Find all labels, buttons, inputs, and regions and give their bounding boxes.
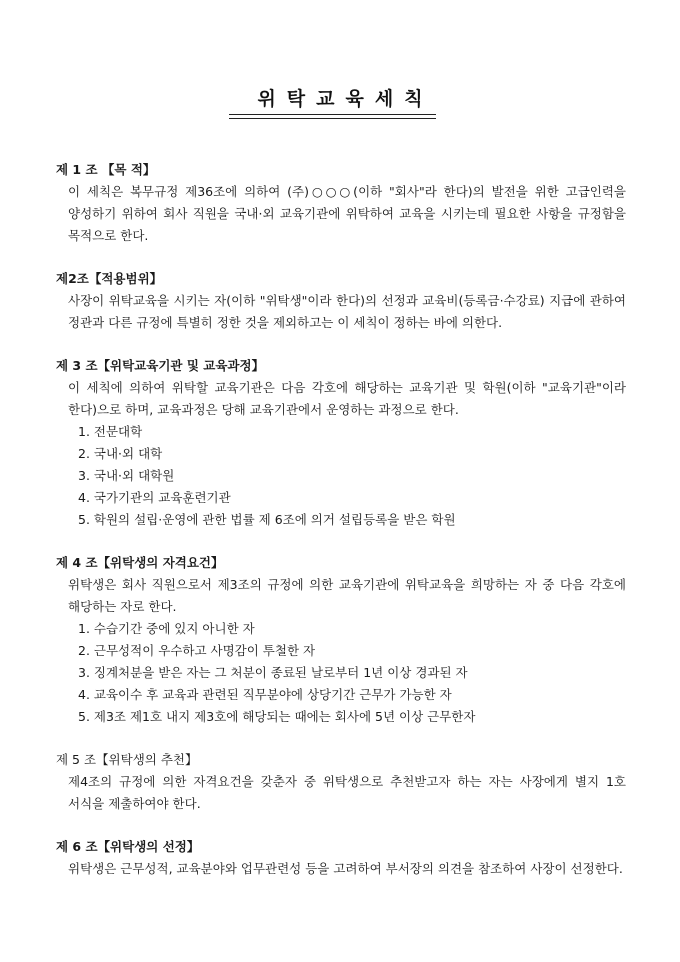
article-text: 제4조의 규정에 의한 자격요건을 갖춘자 중 위탁생으로 추천받고자 하는 자는 사장에게 별지 1호 서식을 제출하여야 한다.	[68, 774, 626, 811]
title-underline-bottom	[229, 118, 436, 119]
list-item: 1. 수습기간 중에 있지 아니한 자	[78, 621, 255, 636]
article-heading: 제 3 조【위탁교육기관 및 교육과정】	[56, 358, 265, 373]
list-item: 3. 국내·외 대학원	[78, 468, 175, 483]
article-2	[56, 268, 626, 334]
document-title: 위탁교육세칙	[257, 88, 434, 110]
list-item: 4. 교육이수 후 교육과 관련된 직무분야에 상당기간 근무가 가능한 자	[78, 687, 452, 702]
article-heading: 제 4 조【위탁생의 자격요건】	[56, 555, 224, 570]
title-underline-top	[229, 114, 436, 115]
list-item: 2. 근무성적이 우수하고 사명감이 투철한 자	[78, 643, 316, 658]
article-5	[56, 749, 626, 815]
article-text: 위탁생은 근무성적, 교육분야와 업무관련성 등을 고려하여 부서장의 의견을 참조하여 사장이 선정한다.	[68, 861, 623, 876]
list-item: 5. 제3조 제1호 내지 제3호에 해당되는 때에는 회사에 5년 이상 근무한자	[78, 709, 476, 724]
article-heading: 제2조【적용범위】	[56, 271, 163, 286]
article-text: 이 세칙은 복무규정 제36조에 의하여 (주)○○○(이하 "회사"라 한다)의 발전을 위한 고급인력을 양성하기 위하여 회사 직원을 국내·외 교육기관에 위탁하여 교육을 시키는데 필요한 사항을 규정함을 목적으로 한다.	[68, 184, 626, 243]
article-heading: 제 6 조【위탁생의 선정】	[56, 839, 200, 854]
list-item: 4. 국가기관의 교육훈련기관	[78, 490, 231, 505]
article-1	[56, 159, 626, 247]
article-item-list	[56, 421, 626, 531]
article-text: 위탁생은 회사 직원으로서 제3조의 규정에 의한 교육기관에 위탁교육을 희망하는 자 중 다음 각호에 해당하는 자로 한다.	[68, 577, 626, 614]
article-heading: 제 1 조 【목 적】	[56, 162, 156, 177]
article-item-list	[56, 618, 626, 728]
list-item: 1. 전문대학	[78, 424, 143, 439]
list-item: 2. 국내·외 대학	[78, 446, 163, 461]
title-block	[0, 84, 680, 111]
article-3	[56, 355, 626, 531]
article-heading: 제 5 조【위탁생의 추천】	[56, 752, 198, 767]
article-text: 사장이 위탁교육을 시키는 자(이하 "위탁생"이라 한다)의 선정과 교육비(등록금·수강료) 지급에 관하여 정관과 다른 규정에 특별히 정한 것을 제외하고는 이 세칙이 정하는 바에 의한다.	[68, 293, 626, 330]
article-text: 이 세칙에 의하여 위탁할 교육기관은 다음 각호에 해당하는 교육기관 및 학원(이하 "교육기관"이라 한다)으로 하며, 교육과정은 당해 교육기관에서 운영하는 과정으로 한다.	[68, 380, 626, 417]
article-4	[56, 552, 626, 728]
list-item: 5. 학원의 설립·운영에 관한 법률 제 6조에 의거 설립등록을 받은 학원	[78, 512, 456, 527]
article-6	[56, 836, 626, 880]
document-body	[56, 159, 626, 880]
list-item: 3. 징계처분을 받은 자는 그 처분이 종료된 날로부터 1년 이상 경과된 자	[78, 665, 468, 680]
